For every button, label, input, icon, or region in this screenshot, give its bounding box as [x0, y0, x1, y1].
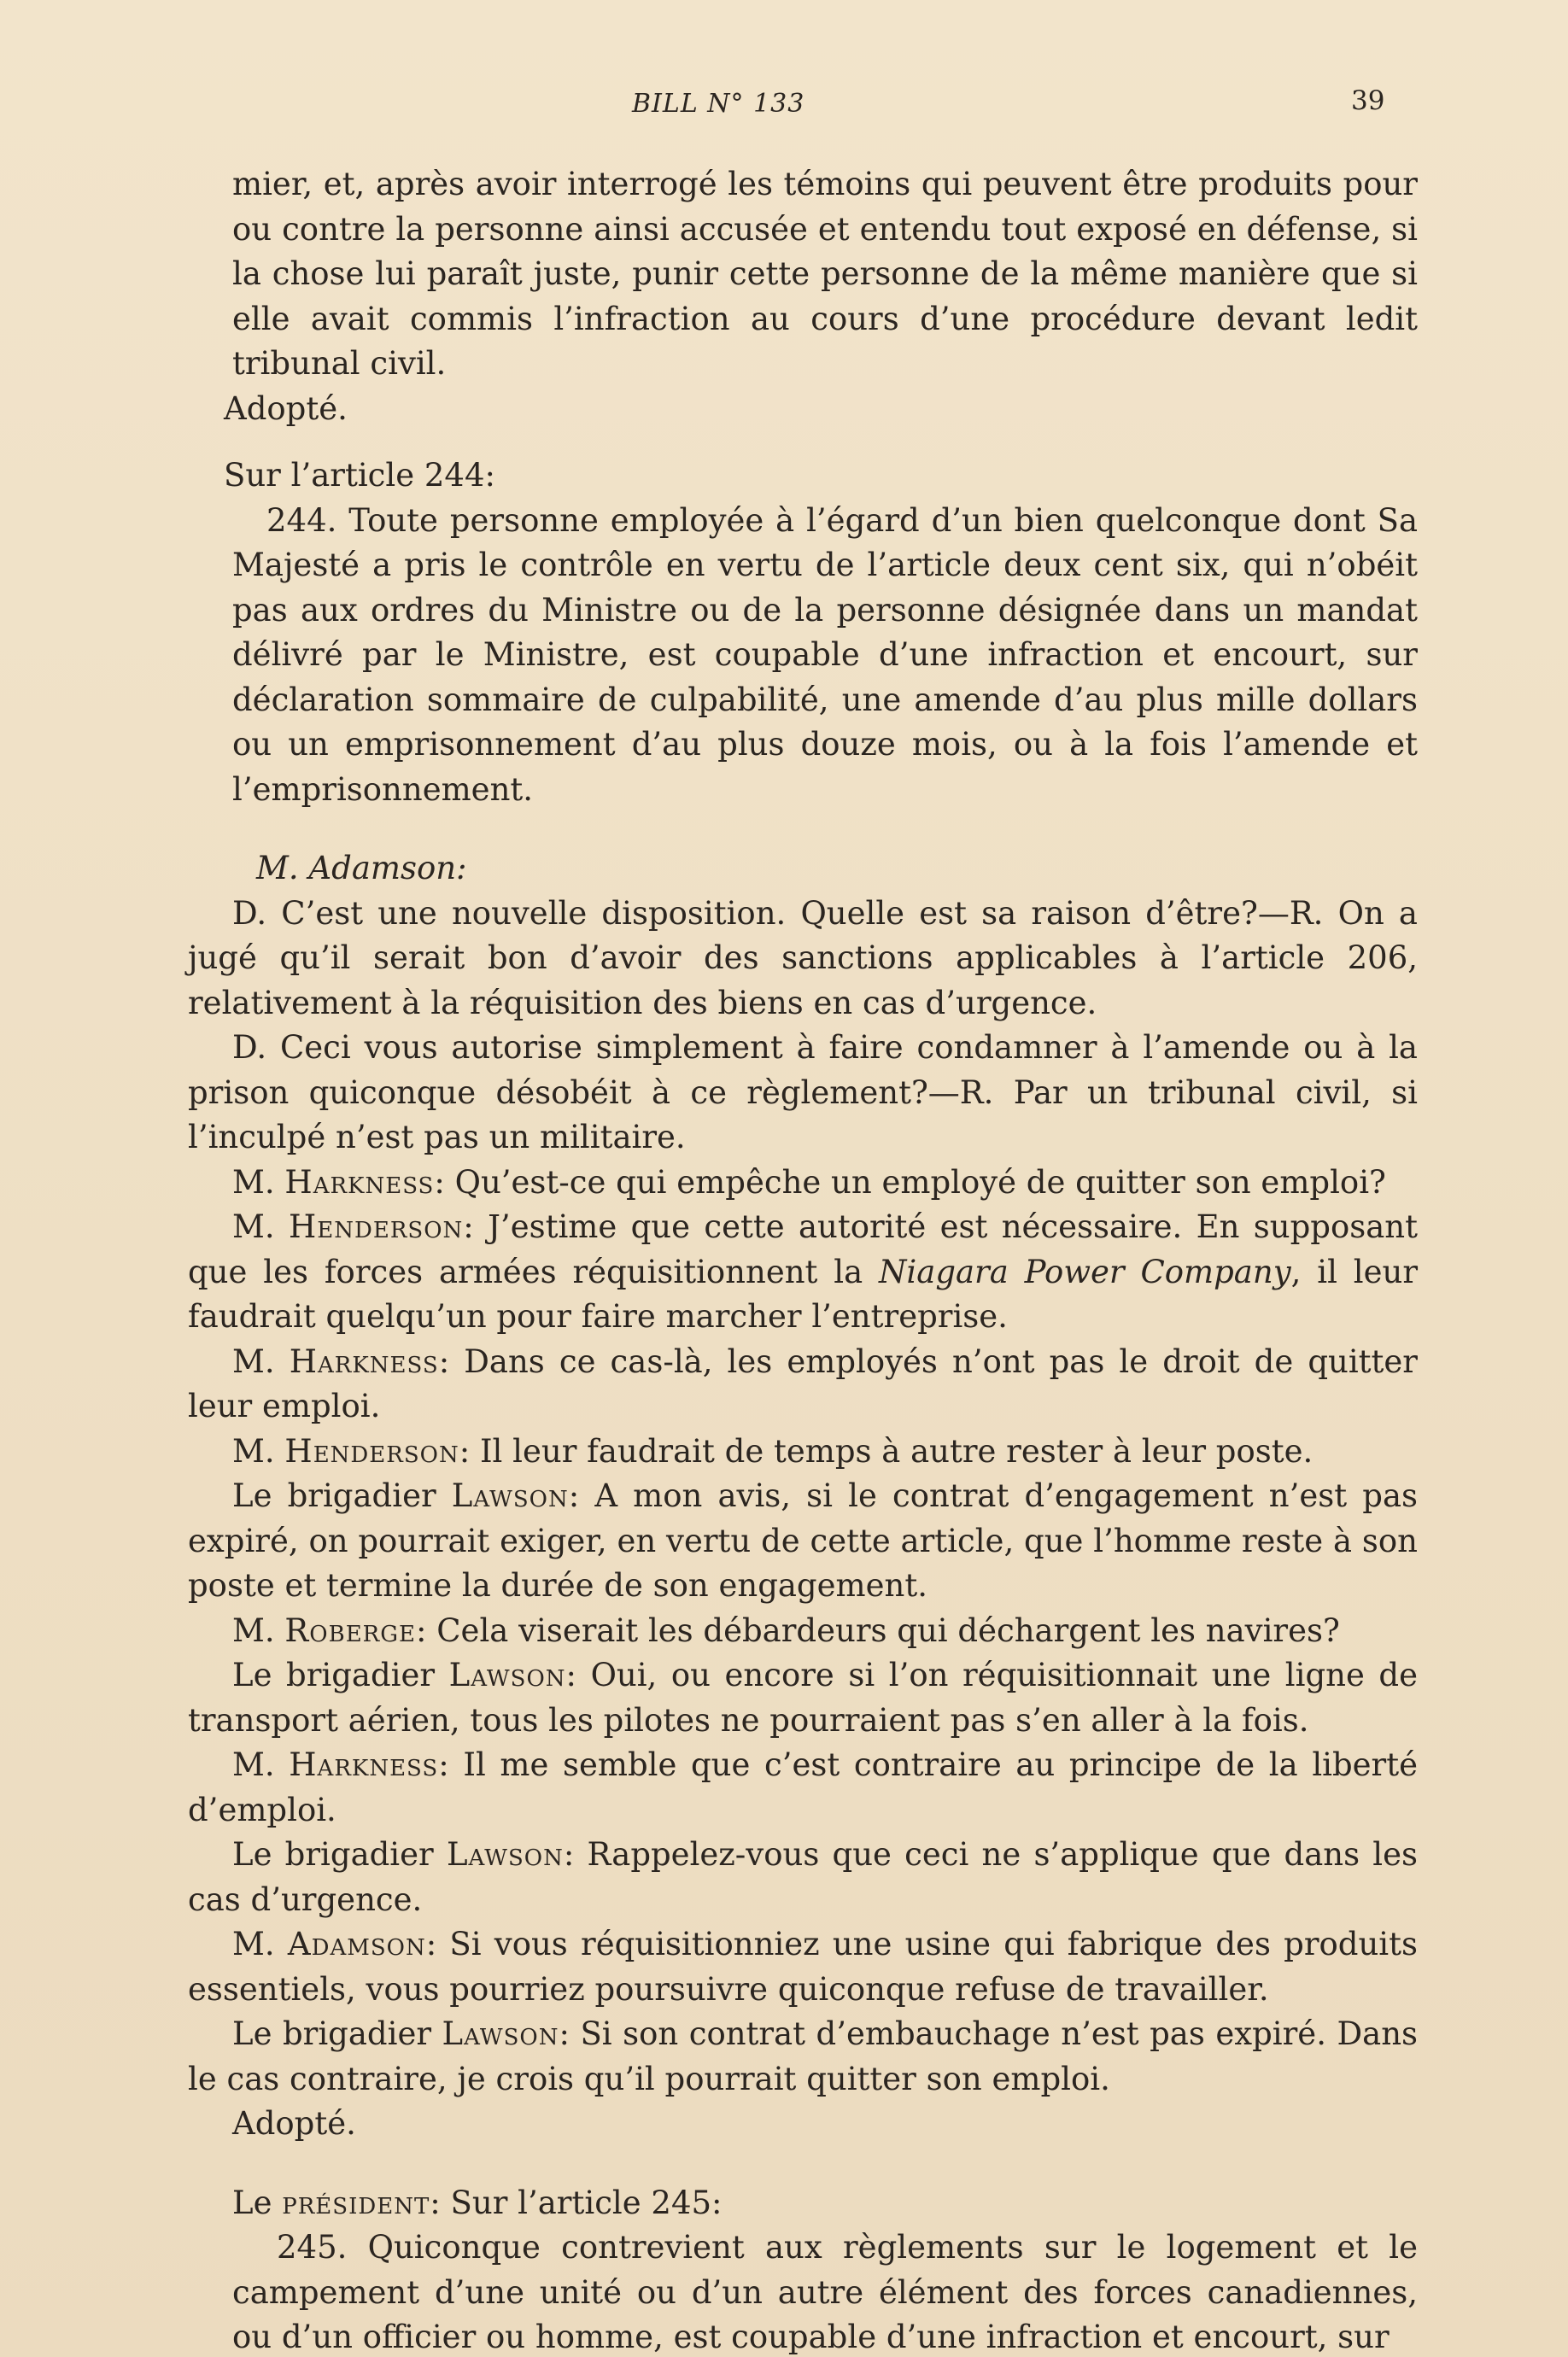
exchange-paragraph: M. Roberge: Cela viserait les débardeurs qui déchargent les navires? [232, 1611, 1340, 1649]
speaker-name: Adamson [287, 1926, 426, 1962]
speaker-name: Harkness [289, 1746, 439, 1783]
article-245-text: 245. Quiconque contrevient aux règlements sur le logement et le campement d’une unité ou d’un autre élément des forces canadiennes, ou d’un officier ou homme, est coupable d’une infraction et encourt, sur [232, 2229, 1418, 2355]
question-answer: D. Ceci vous autorise simplement à faire condamner à l’amende ou à la prison quiconque désobéit à ce règlement?—R. Par un tribunal civil, si l’inculpé n’est pas un militaire. [188, 1029, 1418, 1155]
speaker-name: Harkness [289, 1342, 439, 1380]
article-heading-244: Sur l’article 244: [224, 457, 495, 494]
speaker-name: Henderson [284, 1432, 459, 1470]
speaker-name: Roberge [284, 1611, 417, 1649]
speaker-name: Lawson [451, 1477, 569, 1514]
speaker-name: Lawson [448, 1657, 566, 1693]
speaker-name: Lawson [446, 1836, 564, 1873]
exchange-paragraph: Le brigadier Lawson: Oui, ou encore si l’on réquisitionnait une ligne de transport aérien, tous les pilotes ne pourraient pas s’en aller à la fois. [188, 1657, 1419, 1739]
exchange-paragraph: Le brigadier Lawson: Si son contrat d’embauchage n’est pas expiré. Dans le cas contraire, je crois qu’il pourrait quitter son emploi. [188, 2015, 1419, 2097]
article-244-text: 244. Toute personne employée à l’égard d’un bien quelconque dont Sa Majesté a pris le contrôle en vertu de l’article deux cent six, qui n’obéit pas aux ordres du Ministre ou de la personne désignée dans un mandat délivré par le Ministre, est coupable d’une infraction et encourt, sur déclaration sommaire de culpabilité, une amende d’au plus mille dollars ou un emprisonnement d’au plus douze mois, ou à la fois l’amende et l’emprisonnement. [232, 501, 1418, 808]
running-head: BILL N° 133 [632, 89, 805, 119]
exchange-paragraph: M. Harkness: Il me semble que c’est contraire au principe de la liberté d’emploi. [188, 1746, 1419, 1828]
exchange-paragraph: M. Harkness: Dans ce cas-là, les employés n’ont pas le droit de quitter leur emploi. [188, 1342, 1418, 1424]
adopted-line: Adopté. [232, 2105, 356, 2142]
questioner-heading: M. Adamson: [256, 850, 467, 886]
exchange-paragraph: Le brigadier Lawson: A mon avis, si le contrat d’engagement n’est pas expiré, on pourrait exiger, en vertu de cette article, que l’homme reste à son poste et termine la durée de son engagement. [188, 1477, 1418, 1604]
page-header [0, 85, 1568, 128]
exchange-paragraph: M. Harkness: Qu’est-ce qui empêche un employé de quitter son emploi? [232, 1163, 1386, 1201]
speaker-name: Harkness [284, 1163, 435, 1201]
question-answer: D. C’est une nouvelle disposition. Quelle est sa raison d’être?—R. On a jugé qu’il serait bon d’avoir des sanctions applicables à l’article 206, relativement à la réquisition des biens en cas d’urgence. [188, 894, 1418, 1021]
speaker-name: président [282, 2184, 430, 2221]
exchange-paragraph: M. Henderson: Il leur faudrait de temps à autre rester à leur poste. [232, 1432, 1313, 1470]
exchange-paragraph: M. Henderson: J’estime que cette autorité est nécessaire. En supposant que les forces armées réquisitionnent la Niagara Power Company, il leur faudrait quelqu’un pour faire marcher l’entreprise. [188, 1208, 1419, 1335]
paragraph-continuation: mier, et, après avoir interrogé les témoins qui peuvent être produits pour ou contre la personne ainsi accusée et entendu tout exposé en défense, si la chose lui paraît juste, punir cette personne de la même manière que si elle avait commis l’infraction au cours d’une procédure devant ledit tribunal civil. [232, 166, 1418, 382]
page-number: 39 [1351, 85, 1385, 116]
speaker-name: Lawson [442, 2015, 559, 2052]
page-body [188, 162, 1418, 2357]
exchange-paragraph: Le brigadier Lawson: Rappelez-vous que ceci ne s’applique que dans les cas d’urgence. [188, 1836, 1419, 1918]
speaker-name: Henderson [289, 1208, 464, 1245]
adopted-line: Adopté. [224, 389, 348, 427]
exchange-paragraph: M. Adamson: Si vous réquisitionniez une usine qui fabrique des produits essentiels, vous pourriez poursuivre quiconque refuse de travailler. [188, 1926, 1418, 2008]
president-line: Le président: Sur l’article 245: [232, 2184, 723, 2221]
